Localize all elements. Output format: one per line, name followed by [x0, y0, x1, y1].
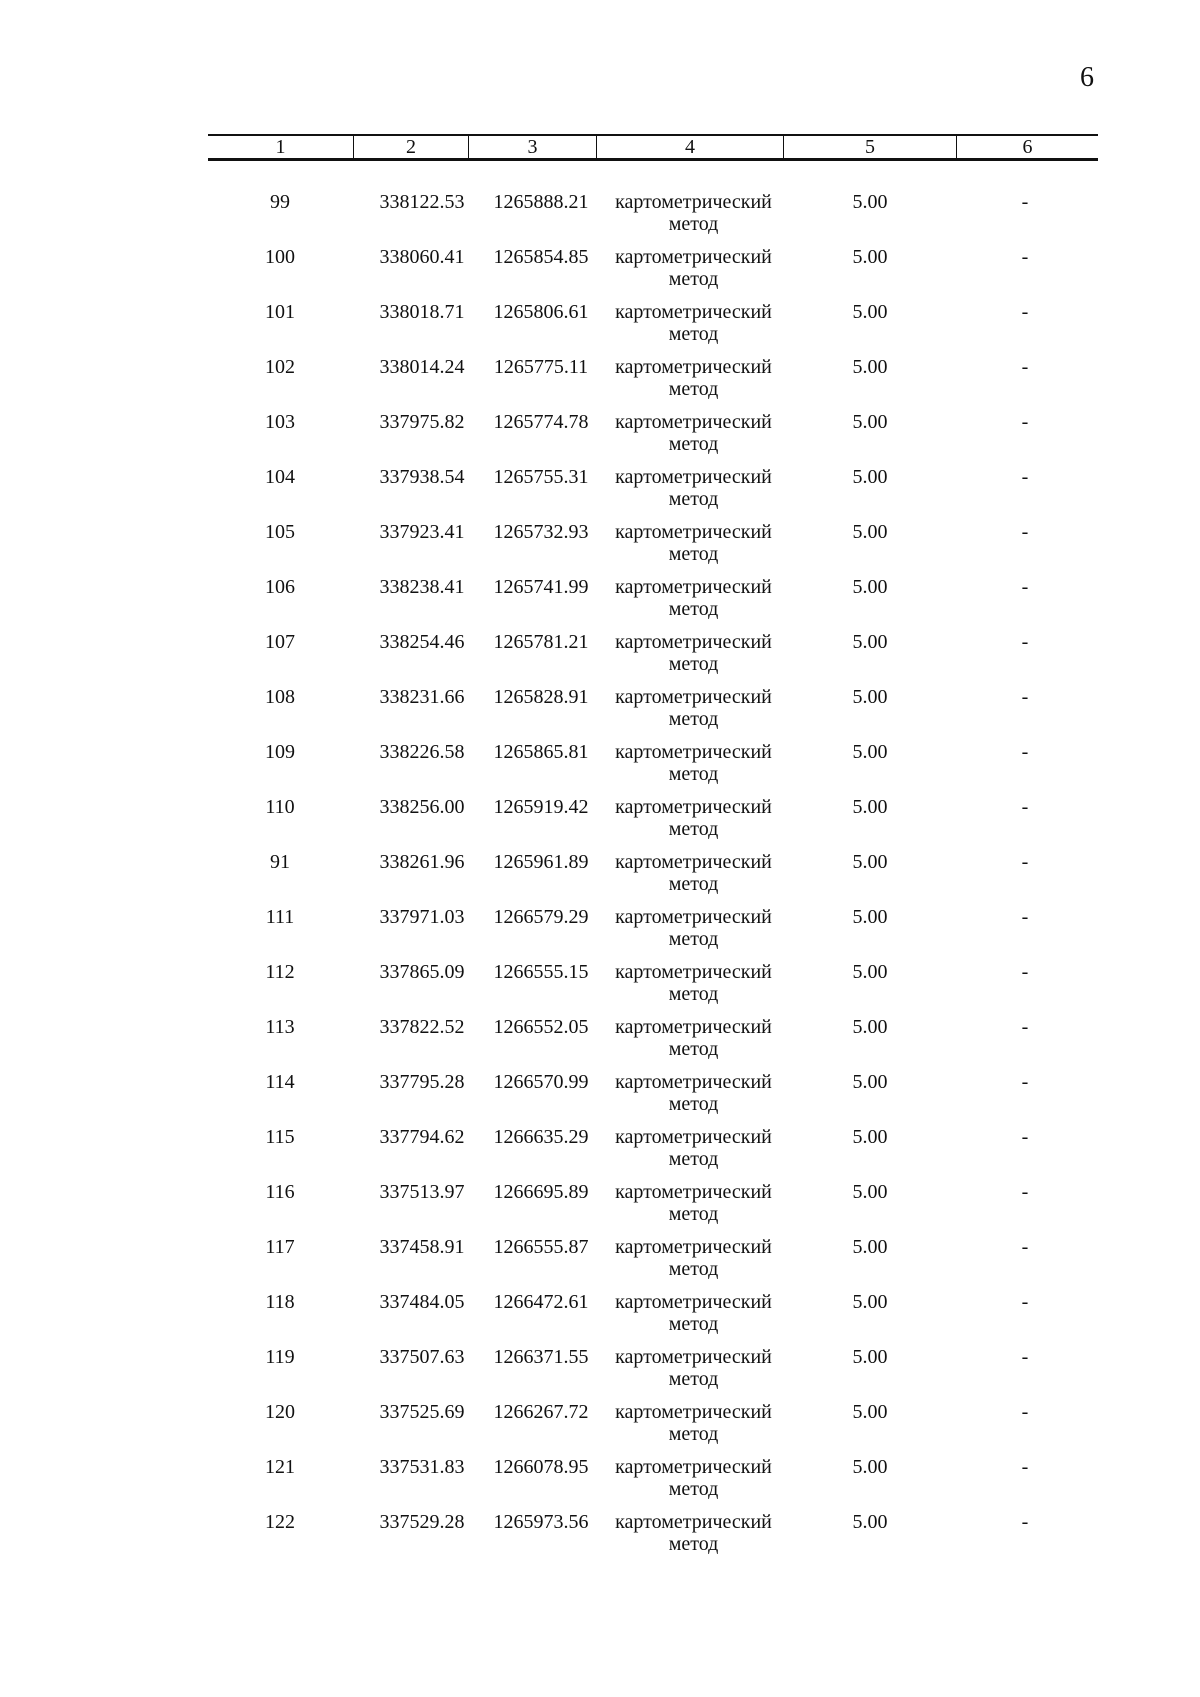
- note: -: [1021, 1071, 1029, 1093]
- point-number: 105: [265, 521, 295, 543]
- error-value: 5.00: [852, 1126, 888, 1148]
- table-row: [0, 246, 1200, 301]
- table-row: [0, 851, 1200, 906]
- note: -: [1021, 576, 1029, 598]
- error-value: 5.00: [852, 466, 888, 488]
- y-coordinate: 1265854.85: [493, 246, 589, 268]
- note: -: [1021, 1401, 1029, 1423]
- note: -: [1021, 521, 1029, 543]
- error-value: 5.00: [852, 521, 888, 543]
- point-number: 112: [265, 961, 295, 983]
- x-coordinate: 337975.82: [379, 411, 465, 433]
- x-coordinate: 337484.05: [379, 1291, 465, 1313]
- table-row: [0, 796, 1200, 851]
- column-header-5: 5: [783, 136, 956, 158]
- note: -: [1021, 1291, 1029, 1313]
- note: -: [1021, 906, 1029, 928]
- error-value: 5.00: [852, 191, 888, 213]
- y-coordinate: 1265828.91: [493, 686, 589, 708]
- note: -: [1021, 631, 1029, 653]
- error-value: 5.00: [852, 1401, 888, 1423]
- error-value: 5.00: [852, 796, 888, 818]
- x-coordinate: 337938.54: [379, 466, 465, 488]
- y-coordinate: 1266555.15: [493, 961, 589, 983]
- column-header-4: 4: [596, 136, 783, 158]
- error-value: 5.00: [852, 851, 888, 873]
- y-coordinate: 1266579.29: [493, 906, 589, 928]
- x-coordinate: 337513.97: [379, 1181, 465, 1203]
- error-value: 5.00: [852, 631, 888, 653]
- method: картометрический метод: [615, 686, 772, 730]
- y-coordinate: 1266267.72: [493, 1401, 589, 1423]
- y-coordinate: 1265919.42: [493, 796, 589, 818]
- note: -: [1021, 246, 1029, 268]
- note: -: [1021, 191, 1029, 213]
- point-number: 109: [265, 741, 295, 763]
- error-value: 5.00: [852, 1511, 888, 1533]
- x-coordinate: 337822.52: [379, 1016, 465, 1038]
- note: -: [1021, 796, 1029, 818]
- table-row: [0, 191, 1200, 246]
- point-number: 121: [265, 1456, 295, 1478]
- x-coordinate: 338261.96: [379, 851, 465, 873]
- point-number: 104: [265, 466, 295, 488]
- note: -: [1021, 1346, 1029, 1368]
- y-coordinate: 1266635.29: [493, 1126, 589, 1148]
- table-row: [0, 1071, 1200, 1126]
- point-number: 122: [265, 1511, 295, 1533]
- point-number: 99: [270, 191, 290, 213]
- table-row: [0, 631, 1200, 686]
- method: картометрический метод: [615, 466, 772, 510]
- y-coordinate: 1265741.99: [493, 576, 589, 598]
- table-row: [0, 741, 1200, 796]
- x-coordinate: 338018.71: [379, 301, 465, 323]
- y-coordinate: 1265973.56: [493, 1511, 589, 1533]
- x-coordinate: 337971.03: [379, 906, 465, 928]
- point-number: 108: [265, 686, 295, 708]
- point-number: 107: [265, 631, 295, 653]
- column-header-2: 2: [353, 136, 468, 158]
- y-coordinate: 1265781.21: [493, 631, 589, 653]
- method: картометрический метод: [615, 1071, 772, 1115]
- error-value: 5.00: [852, 1456, 888, 1478]
- x-coordinate: 338226.58: [379, 741, 465, 763]
- note: -: [1021, 686, 1029, 708]
- note: -: [1021, 1016, 1029, 1038]
- x-coordinate: 338254.46: [379, 631, 465, 653]
- method: картометрический метод: [615, 906, 772, 950]
- table-row: [0, 1346, 1200, 1401]
- point-number: 114: [265, 1071, 295, 1093]
- y-coordinate: 1266078.95: [493, 1456, 589, 1478]
- error-value: 5.00: [852, 906, 888, 928]
- y-coordinate: 1265775.11: [493, 356, 589, 378]
- table-row: [0, 356, 1200, 411]
- point-number: 116: [265, 1181, 295, 1203]
- table-row: [0, 1291, 1200, 1346]
- point-number: 91: [270, 851, 290, 873]
- table-row: [0, 1401, 1200, 1456]
- note: -: [1021, 301, 1029, 323]
- note: -: [1021, 741, 1029, 763]
- point-number: 119: [265, 1346, 295, 1368]
- x-coordinate: 338014.24: [379, 356, 465, 378]
- point-number: 118: [265, 1291, 295, 1313]
- table-row: [0, 411, 1200, 466]
- x-coordinate: 338231.66: [379, 686, 465, 708]
- method: картометрический метод: [615, 1346, 772, 1390]
- x-coordinate: 337458.91: [379, 1236, 465, 1258]
- error-value: 5.00: [852, 246, 888, 268]
- method: картометрический метод: [615, 356, 772, 400]
- column-header-6: 6: [956, 136, 1098, 158]
- x-coordinate: 338122.53: [379, 191, 465, 213]
- y-coordinate: 1265888.21: [493, 191, 589, 213]
- note: -: [1021, 411, 1029, 433]
- error-value: 5.00: [852, 741, 888, 763]
- method: картометрический метод: [615, 631, 772, 675]
- table-row: [0, 1016, 1200, 1071]
- table-row: [0, 521, 1200, 576]
- method: картометрический метод: [615, 576, 772, 620]
- x-coordinate: 338256.00: [379, 796, 465, 818]
- table-body: [0, 191, 1200, 1566]
- column-header-3: 3: [468, 136, 596, 158]
- error-value: 5.00: [852, 1016, 888, 1038]
- point-number: 113: [265, 1016, 295, 1038]
- error-value: 5.00: [852, 356, 888, 378]
- table-row: [0, 1236, 1200, 1291]
- error-value: 5.00: [852, 1346, 888, 1368]
- error-value: 5.00: [852, 1291, 888, 1313]
- x-coordinate: 337794.62: [379, 1126, 465, 1148]
- note: -: [1021, 1511, 1029, 1533]
- note: -: [1021, 1236, 1029, 1258]
- error-value: 5.00: [852, 1236, 888, 1258]
- y-coordinate: 1265732.93: [493, 521, 589, 543]
- point-number: 115: [265, 1126, 295, 1148]
- column-header-1: 1: [275, 136, 286, 158]
- method: картометрический метод: [615, 411, 772, 455]
- table-row: [0, 686, 1200, 741]
- method: картометрический метод: [615, 301, 772, 345]
- table-row: [0, 1181, 1200, 1236]
- x-coordinate: 337865.09: [379, 961, 465, 983]
- method: картометрический метод: [615, 246, 772, 290]
- note: -: [1021, 1181, 1029, 1203]
- x-coordinate: 337507.63: [379, 1346, 465, 1368]
- x-coordinate: 337525.69: [379, 1401, 465, 1423]
- error-value: 5.00: [852, 686, 888, 708]
- method: картометрический метод: [615, 1126, 772, 1170]
- method: картометрический метод: [615, 191, 772, 235]
- table-row: [0, 466, 1200, 521]
- point-number: 100: [265, 246, 295, 268]
- y-coordinate: 1265806.61: [493, 301, 589, 323]
- method: картометрический метод: [615, 1511, 772, 1555]
- method: картометрический метод: [615, 1401, 772, 1445]
- x-coordinate: 337531.83: [379, 1456, 465, 1478]
- note: -: [1021, 356, 1029, 378]
- y-coordinate: 1266695.89: [493, 1181, 589, 1203]
- y-coordinate: 1266570.99: [493, 1071, 589, 1093]
- note: -: [1021, 851, 1029, 873]
- note: -: [1021, 466, 1029, 488]
- method: картометрический метод: [615, 1456, 772, 1500]
- method: картометрический метод: [615, 961, 772, 1005]
- note: -: [1021, 961, 1029, 983]
- point-number: 111: [265, 906, 295, 928]
- y-coordinate: 1266555.87: [493, 1236, 589, 1258]
- error-value: 5.00: [852, 576, 888, 598]
- y-coordinate: 1265865.81: [493, 741, 589, 763]
- point-number: 102: [265, 356, 295, 378]
- y-coordinate: 1265774.78: [493, 411, 589, 433]
- method: картометрический метод: [615, 1181, 772, 1225]
- table-row: [0, 961, 1200, 1016]
- note: -: [1021, 1126, 1029, 1148]
- table-row: [0, 576, 1200, 631]
- error-value: 5.00: [852, 1071, 888, 1093]
- table-row: [0, 906, 1200, 961]
- table-header: [208, 134, 1098, 161]
- method: картометрический метод: [615, 741, 772, 785]
- method: картометрический метод: [615, 796, 772, 840]
- error-value: 5.00: [852, 961, 888, 983]
- method: картометрический метод: [615, 851, 772, 895]
- point-number: 103: [265, 411, 295, 433]
- method: картометрический метод: [615, 1016, 772, 1060]
- y-coordinate: 1266371.55: [493, 1346, 589, 1368]
- table-row: [0, 301, 1200, 356]
- method: картометрический метод: [615, 521, 772, 565]
- table-row: [0, 1126, 1200, 1181]
- y-coordinate: 1265755.31: [493, 466, 589, 488]
- x-coordinate: 338238.41: [379, 576, 465, 598]
- point-number: 106: [265, 576, 295, 598]
- table-row: [0, 1511, 1200, 1566]
- error-value: 5.00: [852, 411, 888, 433]
- page-number: 6: [1080, 62, 1094, 93]
- point-number: 101: [265, 301, 295, 323]
- x-coordinate: 337923.41: [379, 521, 465, 543]
- point-number: 117: [265, 1236, 295, 1258]
- method: картометрический метод: [615, 1236, 772, 1280]
- error-value: 5.00: [852, 301, 888, 323]
- y-coordinate: 1265961.89: [493, 851, 589, 873]
- point-number: 110: [265, 796, 295, 818]
- y-coordinate: 1266552.05: [493, 1016, 589, 1038]
- y-coordinate: 1266472.61: [493, 1291, 589, 1313]
- point-number: 120: [265, 1401, 295, 1423]
- x-coordinate: 337795.28: [379, 1071, 465, 1093]
- x-coordinate: 337529.28: [379, 1511, 465, 1533]
- method: картометрический метод: [615, 1291, 772, 1335]
- table-row: [0, 1456, 1200, 1511]
- x-coordinate: 338060.41: [379, 246, 465, 268]
- error-value: 5.00: [852, 1181, 888, 1203]
- note: -: [1021, 1456, 1029, 1478]
